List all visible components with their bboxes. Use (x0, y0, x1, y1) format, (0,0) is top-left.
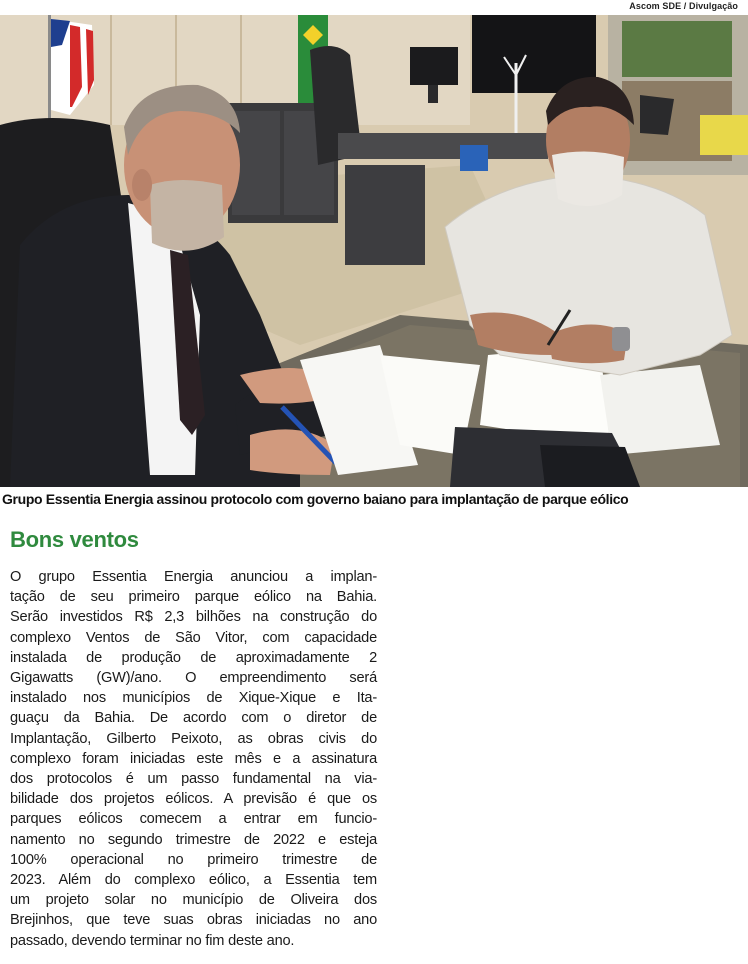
body-line: parques eólicos comecem a entrar em funcio- (10, 811, 377, 828)
body-line: tação de seu primeiro parque eólico na Bahia. (10, 589, 377, 606)
body-line: 2023. Além do complexo eólico, a Essentia tem (10, 872, 377, 889)
body-line: passado, devendo terminar no fim deste ano. (10, 932, 295, 949)
body-line: Serão investidos R$ 2,3 bilhões na construção do (10, 609, 377, 626)
body-line: O grupo Essentia Energia anunciou a implan- (10, 569, 377, 585)
body-line: um projeto solar no município de Oliveira dos (10, 892, 377, 909)
body-line: Gigawatts (GW)/ano. O empreendimento será (10, 670, 377, 687)
body-line: dos protocolos é um passo fundamental na via- (10, 771, 377, 788)
body-line: namento no segundo trimestre de 2022 e esteja (10, 831, 377, 848)
body-line: Brejinhos, que teve suas obras iniciadas no ano (10, 912, 377, 929)
body-line: guaçu da Bahia. De acordo com o diretor de (10, 710, 377, 727)
body-line: instalada de produção de aproximadamente 2 (10, 649, 377, 666)
article-headline: Bons ventos (10, 527, 139, 552)
body-line: complexo Ventos de São Vitor, com capacidade (10, 629, 377, 646)
body-line: instalado nos municípios de Xique-Xique e Ita- (10, 690, 377, 707)
article-photo (0, 15, 748, 487)
photo-caption: Grupo Essentia Energia assinou protocolo com governo baiano para implantação de parque eólico (2, 491, 629, 507)
article-body (10, 567, 377, 951)
body-line: 100% operacional no primeiro trimestre de (10, 851, 377, 868)
body-line: complexo foram iniciadas este mês e a assinatura (10, 750, 377, 767)
body-line: Implantação, Gilberto Peixoto, as obras civis do (10, 730, 377, 747)
photo-credit: Ascom SDE / Divulgação (629, 1, 738, 11)
body-line: bilidade dos projetos eólicos. A previsão é que os (10, 791, 377, 808)
